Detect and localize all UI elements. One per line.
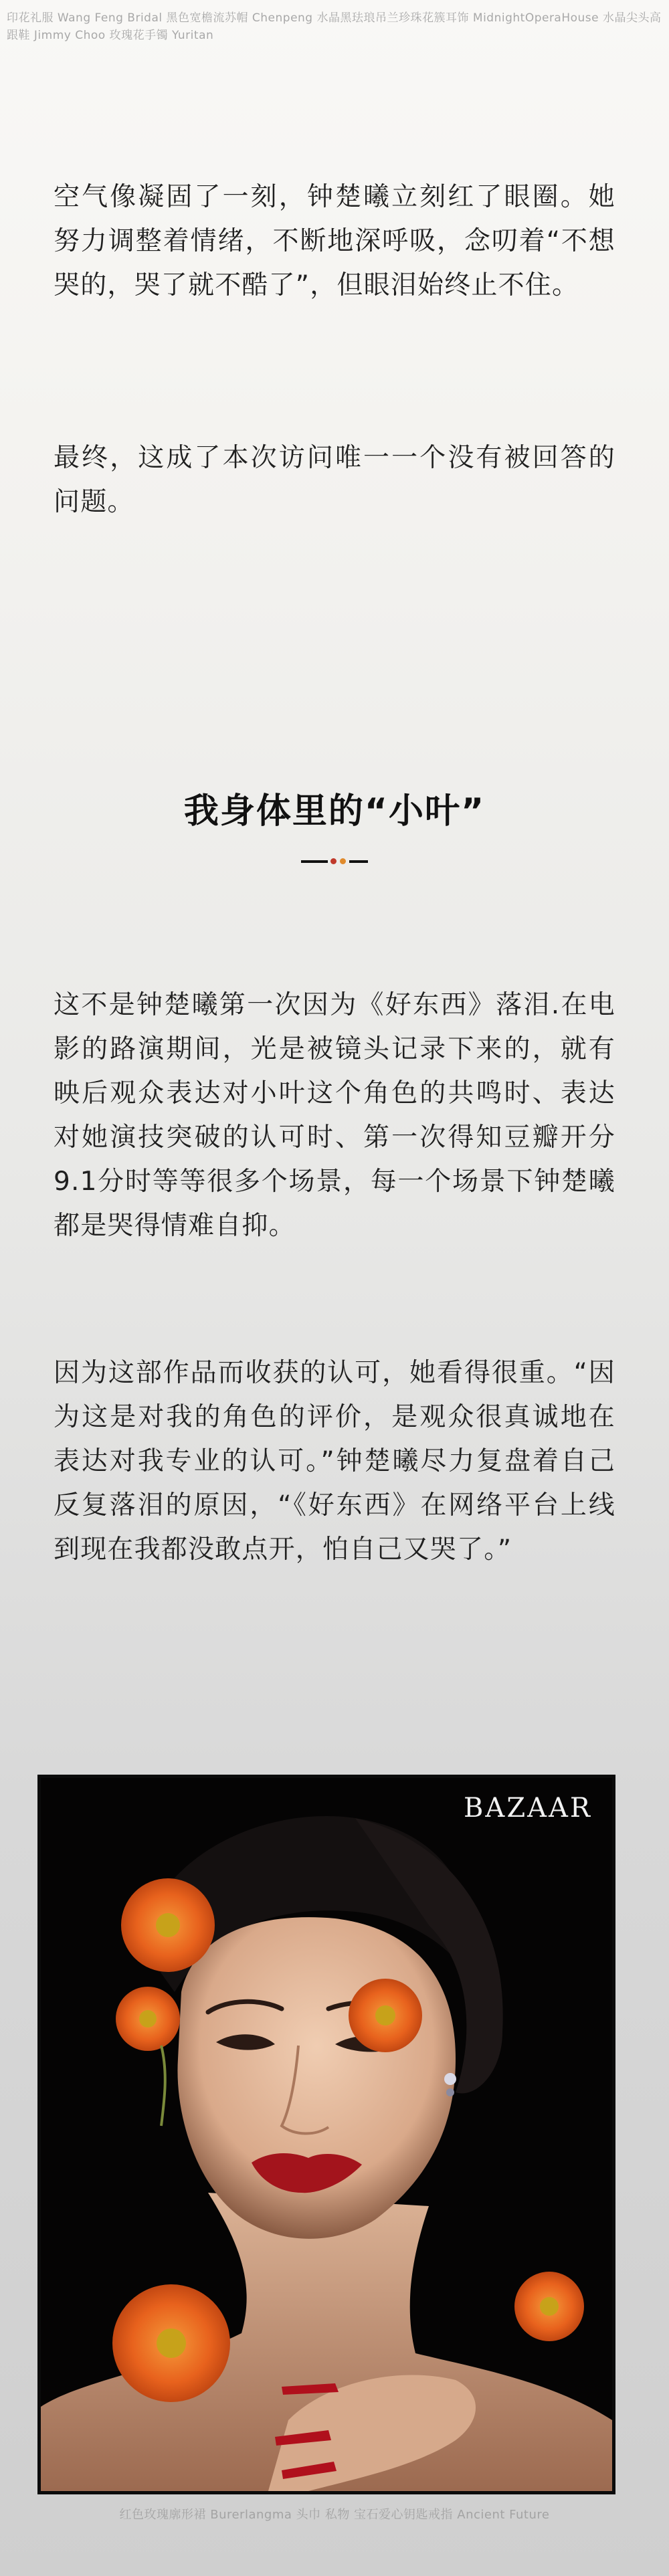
flower-left [116,1987,180,2051]
earring [444,2073,456,2085]
portrait-illustration [41,1778,612,2491]
paragraph-4: 因为这部作品而收获的认可，她看得很重。“因为这是对我的角色的评价，是观众很真诚地在表达对我专业的认可。”钟楚曦尽力复盘着自己反复落泪的原因，“《好东西》在网络平台上线到现在我都没敢点开，怕自己又哭了。” [54,1358,615,1565]
decoration-dot-red [330,858,337,864]
paragraph-1: 空气像凝固了一刻，钟楚曦立刻红了眼圈。她努力调整着情绪，不断地深呼吸，念叨着“不想哭的，哭了就不酷了”，但眼泪始终止不住。 [54,182,615,300]
photo-credit-bottom: 红色玫瑰廓形裙 Burerlangma 头巾 私物 宝石爱心钥匙戒指 Ancient Future [119,2508,550,2522]
portrait-photo [37,1775,615,2494]
paragraph-3: 这不是钟楚曦第一次因为《好东西》落泪.在电影的路演期间，光是被镜头记录下来的，就有映后观众表达对小叶这个角色的共鸣时、表达对她演技突破的认可时、第一次得知豆瓣开分9.1分时等等很多个场景，每一个场景下钟楚曦都是哭得情难自抑。 [54,990,615,1241]
flower-top-left [121,1878,215,1972]
paragraph-2: 最终，这成了本次访问唯一一个没有被回答的问题。 [54,443,615,517]
magazine-logo: BAZAAR [464,1793,592,1823]
flower-cheek [349,1979,422,2052]
title-decoration [301,858,368,864]
flower-right [514,2272,584,2341]
section-title: 我身体里的“小叶” [183,791,486,831]
decoration-dot-orange [340,858,346,864]
photo-credit-top: 印花礼服 Wang Feng Bridal 黑色宽檐流苏帽 Chenpeng 水晶黑珐琅吊兰珍珠花簇耳饰 MidnightOperaHouse 水晶尖头高跟鞋 Jimmy Choo 玫瑰花手镯 Yuritan [7,11,662,42]
flower-shoulder-left [112,2284,230,2402]
